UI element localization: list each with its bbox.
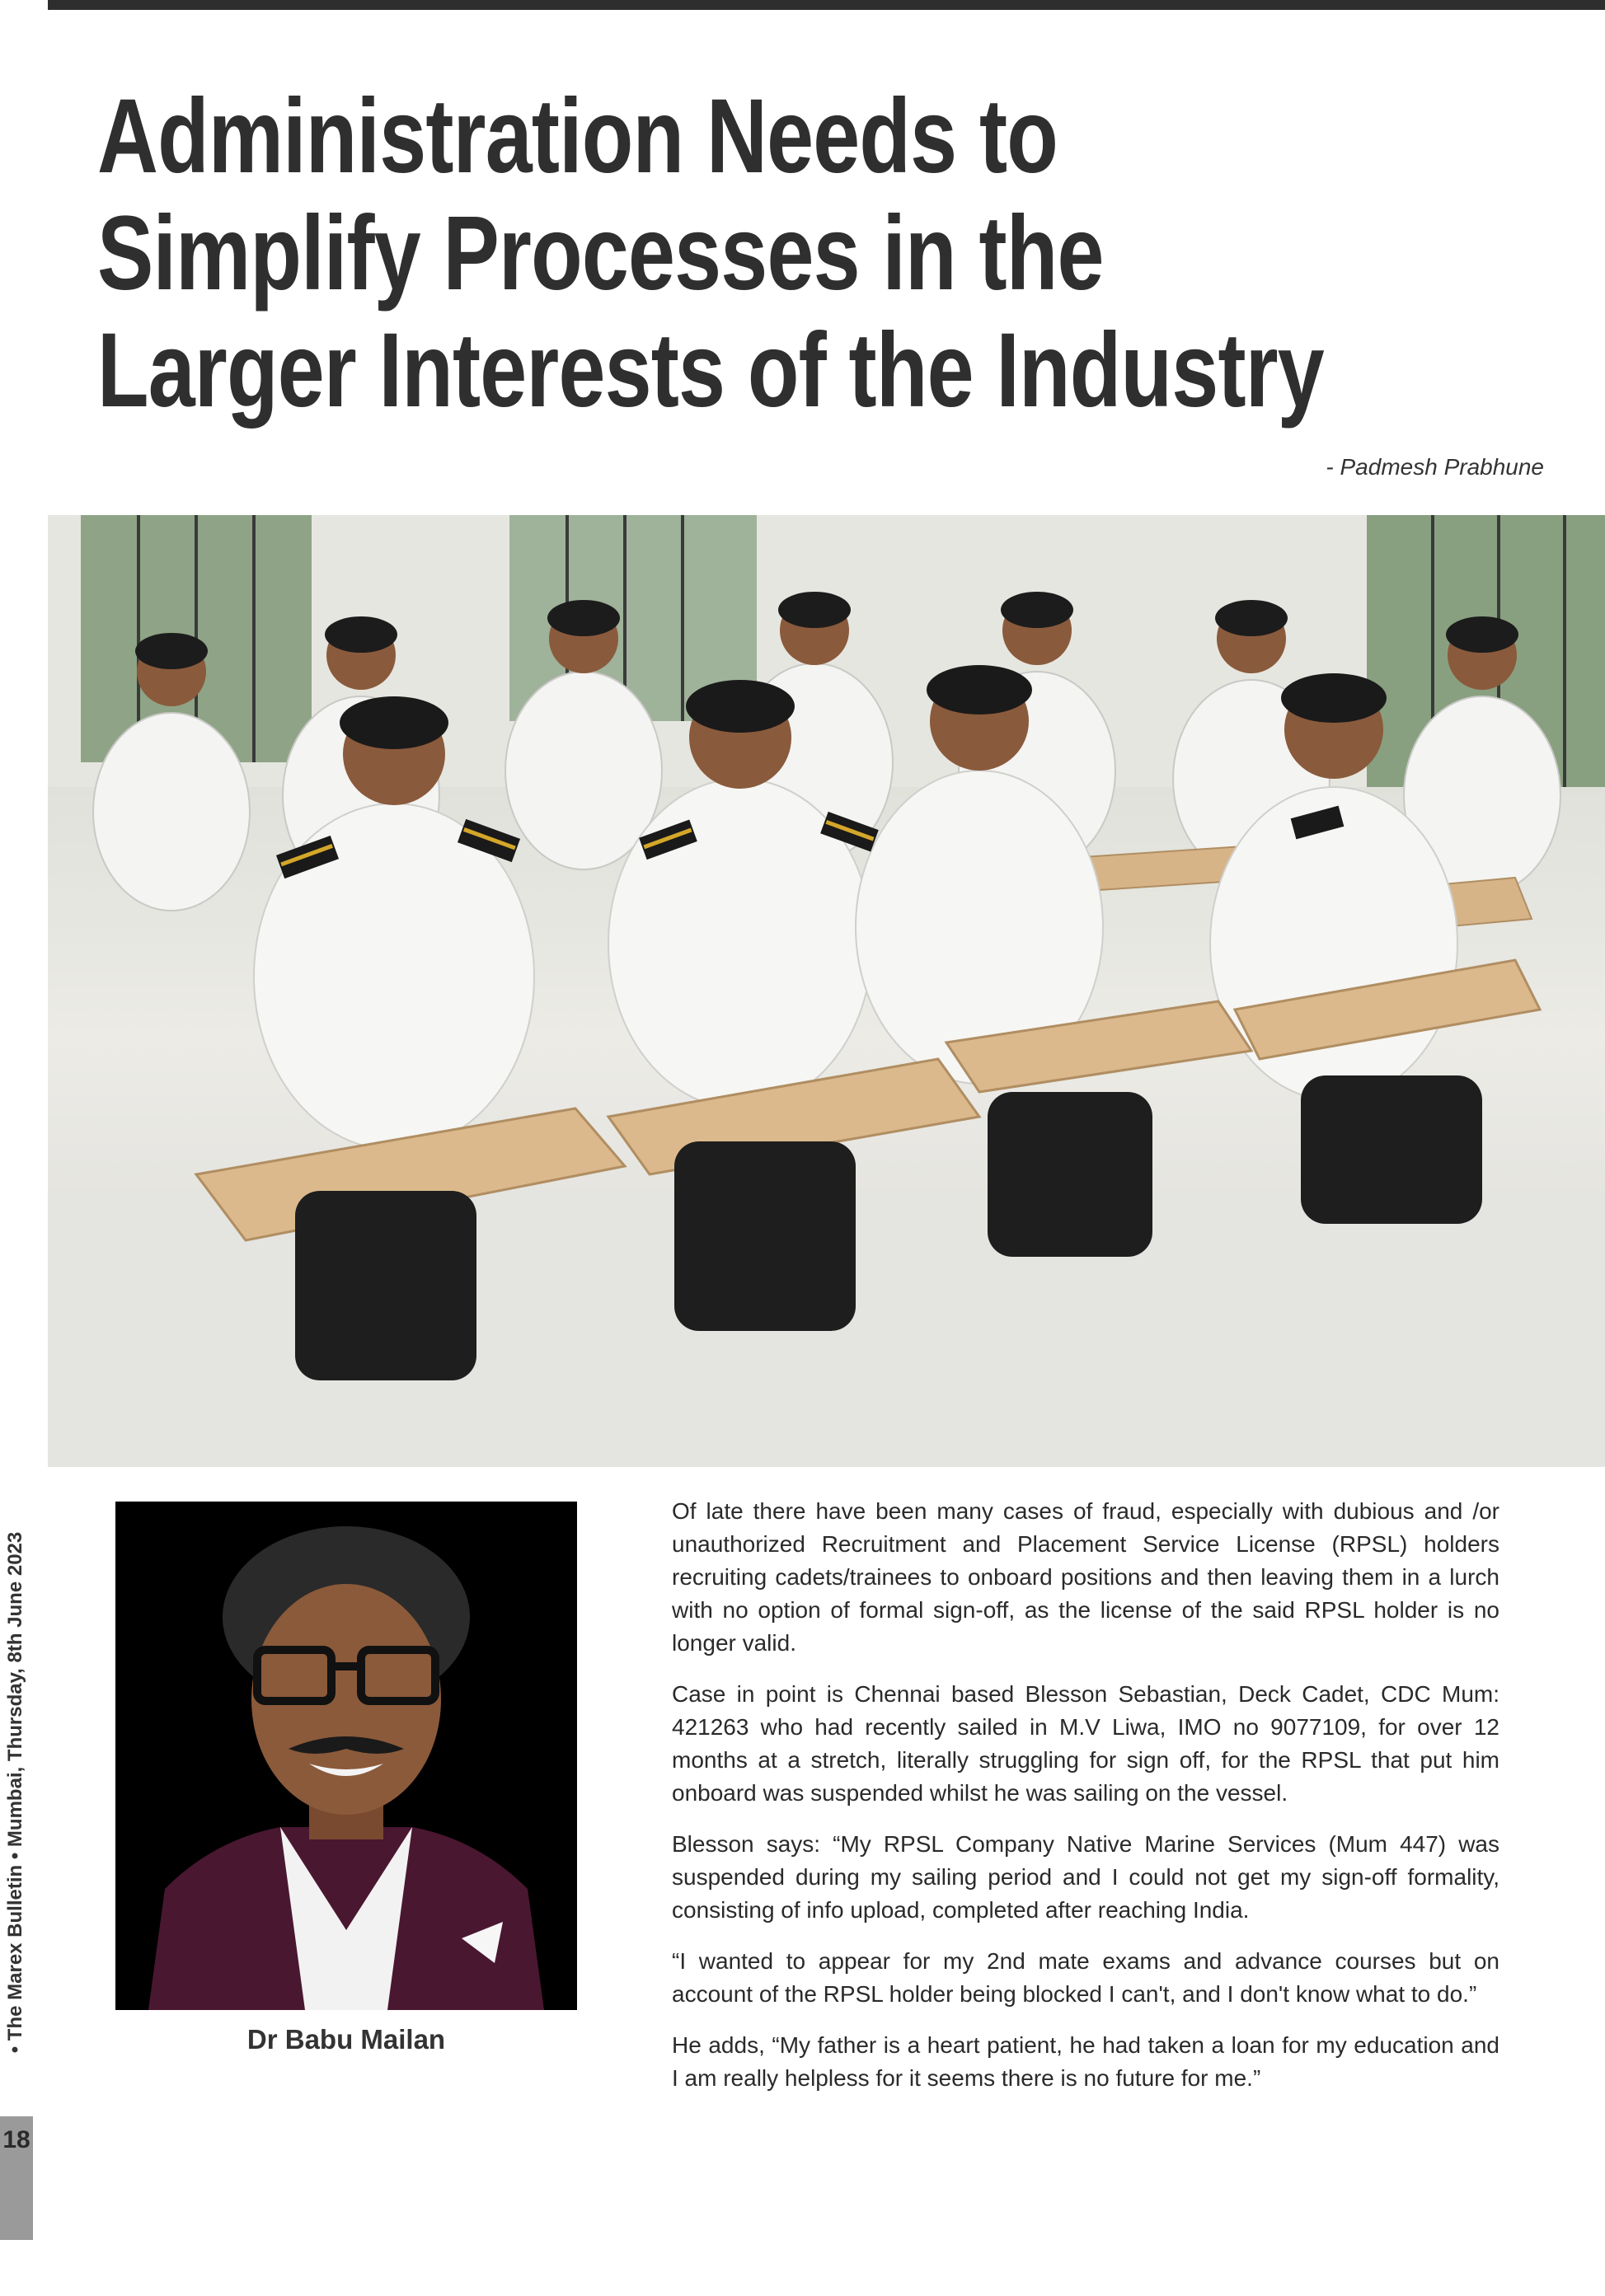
publication-rail: • The Marex Bulletin • Mumbai, Thursday, 8th June 2023 xyxy=(4,1531,26,2054)
article-body xyxy=(672,1495,1499,2113)
article-paragraph: Blesson says: “My RPSL Company Native Marine Services (Mum 447) was suspended during my sailing period and I could not get my sign-off formality, consisting of info upload, completed after reaching India. xyxy=(672,1831,1499,1923)
article-paragraph: He adds, “My father is a heart patient, he had taken a loan for my education and I am really helpless for it seems there is no future for me.” xyxy=(672,2032,1499,2091)
headline-line-1: Administration Needs to xyxy=(97,77,1058,195)
classroom-photo xyxy=(48,515,1605,1467)
portrait-photo xyxy=(115,1502,577,2010)
page-number: 18 xyxy=(2,2126,31,2153)
headline-line-2: Simplify Processes in the xyxy=(97,194,1104,312)
headline xyxy=(97,77,1324,429)
portrait-caption: Dr Babu Mailan xyxy=(246,2024,446,2055)
headline-line-3: Larger Interests of the Industry xyxy=(97,312,1324,429)
top-rule xyxy=(48,0,1605,10)
article-paragraph: Case in point is Chennai based Blesson Sebastian, Deck Cadet, CDC Mum: 421263 who had recently sailed in M.V Liwa, IMO no 9077109, for over 12 months at a stretch, literally struggling for sign off, for the RPSL that put him onboard was suspended whilst he was sailing on the vessel. xyxy=(672,1681,1499,1806)
article-paragraph: “I wanted to appear for my 2nd mate exams and advance courses but on account of the RPSL holder being blocked I can't, and I don't know what to do.” xyxy=(672,1948,1499,2007)
article-paragraph: Of late there have been many cases of fraud, especially with dubious and /or unauthorized Recruitment and Placement Service License (RPSL) holders recruiting cadets/trainees to onboard positions and then leaving them in a lurch with no option of formal sign-off, as the license of the said RPSL holder is no longer valid. xyxy=(672,1498,1499,1656)
byline: - Padmesh Prabhune xyxy=(1326,454,1544,480)
